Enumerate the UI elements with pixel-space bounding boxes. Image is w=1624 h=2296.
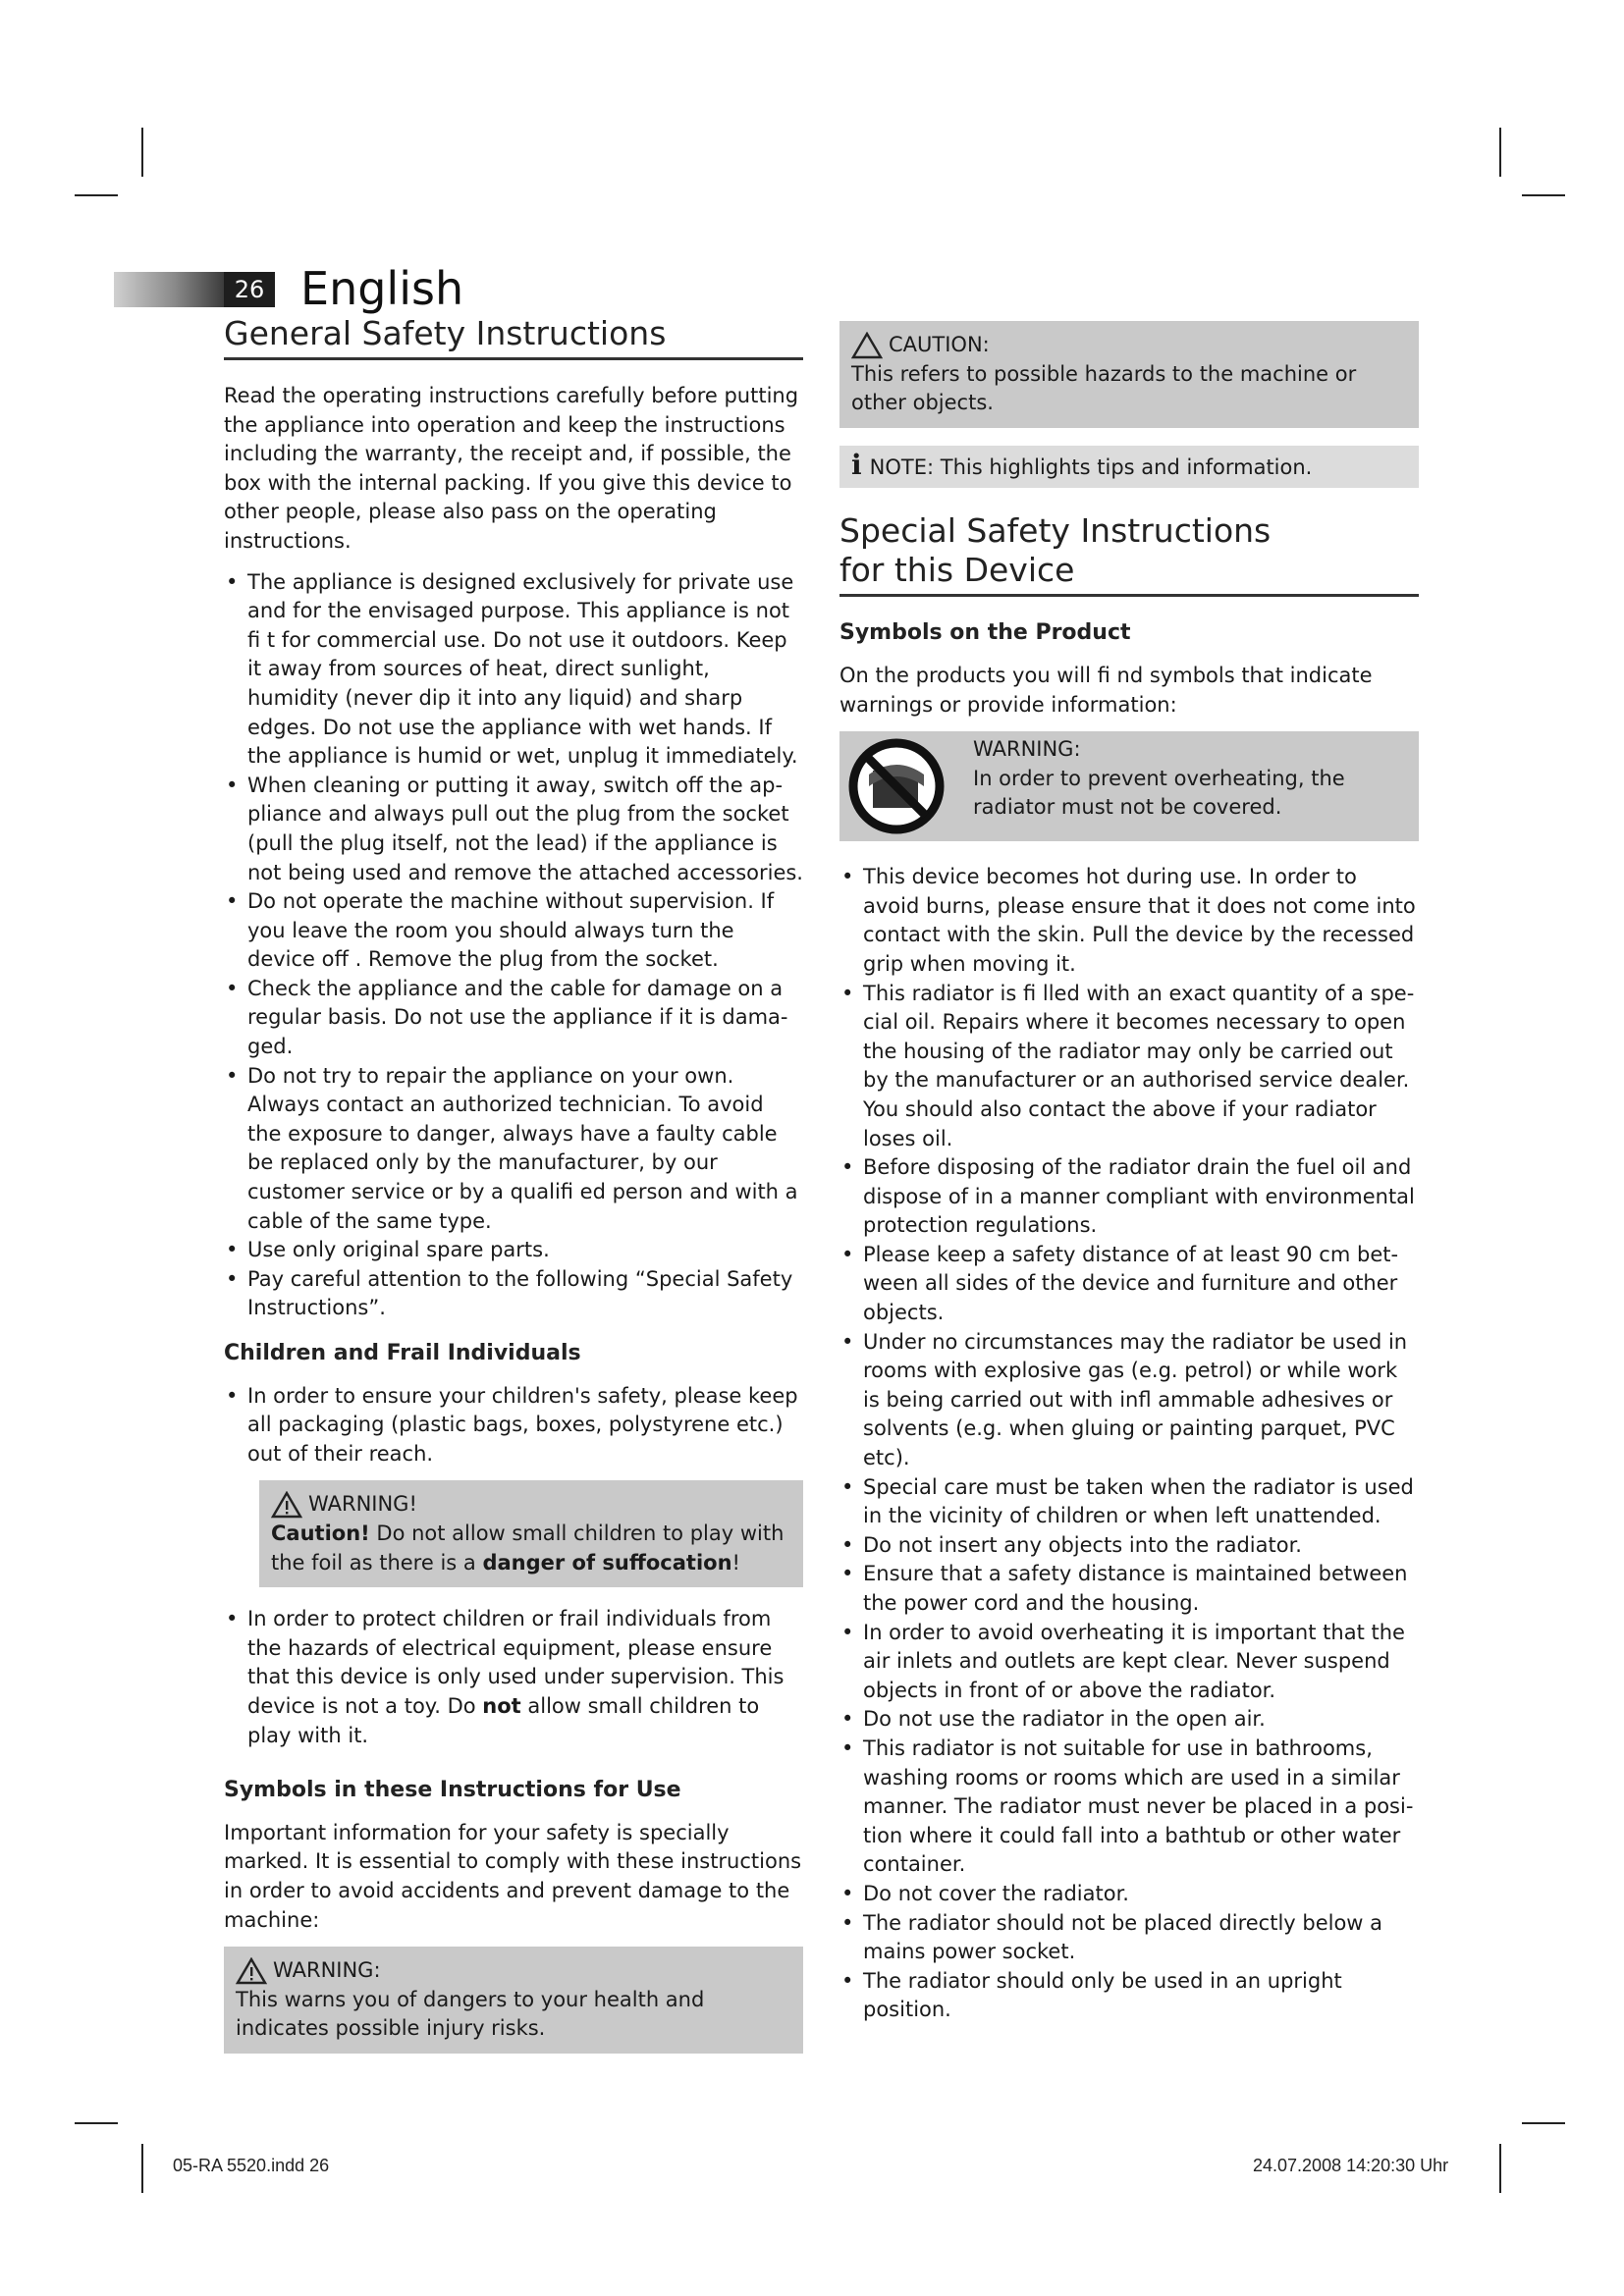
child-warning-title: WARNING!: [308, 1492, 417, 1517]
info-icon: i: [851, 448, 862, 481]
children-heading: Children and Frail Individuals: [224, 1341, 581, 1365]
list-item: • The radiator should not be placed directly below a mains power socket.: [839, 1909, 1419, 1967]
list-item: • This radiator is not suitable for use in bathrooms, washing rooms or rooms which are used in a similar manner. The radiator must never be placed in a posi-tion where it could fall into a bathtub or other water container.: [839, 1735, 1419, 1880]
list-item: • Use only original spare parts.: [224, 1236, 803, 1265]
note-box-title: NOTE:: [869, 454, 935, 479]
symbols-instructions-text: Important information for your safety is specially marked. It is essential to comply with these instructions in order to avoid accidents and prevent damage to the machine:: [224, 1820, 802, 1932]
list-item: • This device becomes hot during use. In order to avoid burns, please ensure that it does not come into contact with the skin. Pull the device by the recessed grip when moving it.: [839, 863, 1419, 979]
list-item: • The appliance is designed exclusively for private use and for the envisaged purpose. This appliance is not fi t for commercial use. Do not use it outdoors. Keep it away from sources of heat, direct sunlight, humidity (never dip it into any liquid) and sharp edges. Do not use the appliance with wet hands. If the appliance is humid or wet, unplug it immediately.: [224, 568, 803, 772]
crop-mark: [1522, 194, 1565, 196]
left-column: [224, 314, 803, 2071]
warning-box: [224, 1947, 803, 2054]
frail-bullets: [224, 1605, 803, 1750]
child-warning-text: [271, 1520, 791, 1577]
list-item: • Do not use the radiator in the open air.: [839, 1705, 1419, 1735]
symbols-product-text: On the products you will fi nd symbols that indicate warnings or provide information:: [839, 663, 1373, 717]
caution-triangle-icon: [851, 332, 883, 359]
frail-text-b: allow small children to play with it.: [247, 1693, 760, 1747]
list-item: • The radiator should only be used in an upright position.: [839, 1967, 1419, 2025]
special-safety-title: [839, 511, 1419, 597]
symbols-product-heading: Symbols on the Product: [839, 620, 1131, 646]
list-item: • Ensure that a safety distance is maintained between the power cord and the housing.: [839, 1560, 1419, 1618]
frail-not: not: [482, 1693, 521, 1718]
note-box: [839, 446, 1419, 489]
crop-mark: [1499, 2144, 1501, 2193]
general-bullets: [224, 568, 803, 1323]
crop-mark: [141, 2144, 143, 2193]
crop-mark: [75, 2122, 118, 2124]
warning-box-text: This warns you of dangers to your health and indicates possible injury risks.: [236, 1987, 705, 2041]
general-safety-title: General Safety Instructions: [224, 314, 803, 360]
list-item: • Pay careful attention to the following “Special Safety Instructions”.: [224, 1265, 803, 1323]
list-item: • When cleaning or putting it away, switch off the ap-pliance and always pull out the plug from the socket (pull the plug itself, not the lead) if the appliance is not being used and remove the attached accessories.: [224, 772, 803, 887]
list-item: • In order to ensure your children's safety, please keep all packaging (plastic bags, boxes, polystyrene etc.) out of their reach.: [224, 1382, 803, 1469]
list-item: • Do not try to repair the appliance on your own. Always contact an authorized technician. To avoid the exposure to danger, always have a faulty cable be replaced only by the manufacturer, by our customer service or by a qualifi ed person and with a cable of the same type.: [224, 1062, 803, 1237]
footer-timestamp: 24.07.2008 14:20:30 Uhr: [1253, 2156, 1449, 2175]
list-item: • Check the appliance and the cable for damage on a regular basis. Do not use the appliance if it is dama-ged.: [224, 975, 803, 1062]
children-bullets: [224, 1382, 803, 1469]
danger-phrase: danger of suffocation: [482, 1550, 732, 1575]
list-item: • Do not cover the radiator.: [839, 1880, 1419, 1909]
warning-box-title: WARNING:: [273, 1958, 381, 1983]
language-title: English: [300, 262, 464, 315]
caution-word: Caution!: [271, 1521, 370, 1545]
caution-box: [839, 321, 1419, 428]
special-safety-title-line2: for this Device: [839, 551, 1075, 590]
product-warning-box: [839, 731, 1419, 841]
frail-text-a: In order to protect children or frail individuals from the hazards of electrical equipment, please ensure that this device is only used under supervision. This device is not a toy. Do: [247, 1607, 785, 1718]
crop-mark: [75, 194, 118, 196]
do-not-cover-icon: [845, 735, 955, 837]
list-item: • Please keep a safety distance of at least 90 cm bet-ween all sides of the device and furniture and other objects.: [839, 1241, 1419, 1328]
footer-file: 05-RA 5520.indd 26: [173, 2156, 330, 2175]
crop-mark: [141, 128, 143, 177]
right-column: [839, 321, 1419, 2037]
symbols-instructions-heading: Symbols in these Instructions for Use: [224, 1778, 681, 1803]
list-item: • Before disposing of the radiator drain the fuel oil and dispose of in a manner compliant with environmental protection regulations.: [839, 1153, 1419, 1241]
list-item: • This radiator is fi lled with an exact quantity of a spe-cial oil. Repairs where it becomes necessary to open the housing of the radiator may only be carried out by the manufacturer or an authorised service dealer. You should also contact the above if your radiator loses oil.: [839, 980, 1419, 1154]
product-warning-title: WARNING:: [973, 737, 1081, 762]
caution-box-text: This refers to possible hazards to the machine or other objects.: [851, 361, 1357, 415]
page-number: 26: [224, 272, 275, 307]
child-warning-text-a: Do not allow small children to play with the foil as there is a: [271, 1521, 785, 1575]
special-bullets: [839, 863, 1419, 2025]
child-warning-box: [259, 1480, 803, 1587]
note-box-text: This highlights tips and information.: [934, 454, 1313, 479]
list-item: • In order to avoid overheating it is important that the air inlets and outlets are kept clear. Never suspend objects in front of or above the radiator.: [839, 1619, 1419, 1706]
list-item: • Under no circumstances may the radiator be used in rooms with explosive gas (e.g. petrol) or while work is being carried out with infl ammable adhesives or solvents (e.g. when gluing or painting parquet, PVC etc).: [839, 1328, 1419, 1473]
crop-mark: [1499, 128, 1501, 177]
intro-paragraph: Read the operating instructions carefully before putting the appliance into operation and keep the instructions including the warranty, the receipt and, if possible, the box with the internal packing. If you give this device to other people, please also pass on the operating instructions.: [224, 384, 799, 553]
header-bar: [114, 272, 224, 307]
product-warning-text: In order to prevent overheating, the radiator must not be covered.: [973, 766, 1345, 820]
list-item: [224, 1605, 803, 1750]
crop-mark: [1522, 2122, 1565, 2124]
list-item: • Do not insert any objects into the radiator.: [839, 1531, 1419, 1561]
special-safety-title-line1: Special Safety Instructions: [839, 511, 1272, 551]
warning-triangle-icon: [236, 1957, 267, 1985]
list-item: • Do not operate the machine without supervision. If you leave the room you should always turn the device off . Remove the plug from the socket.: [224, 887, 803, 975]
caution-box-title: CAUTION:: [889, 333, 990, 356]
warning-triangle-icon: [271, 1491, 302, 1519]
child-warning-text-b: !: [731, 1550, 740, 1575]
list-item: • Special care must be taken when the radiator is used in the vicinity of children or when left unattended.: [839, 1473, 1419, 1531]
